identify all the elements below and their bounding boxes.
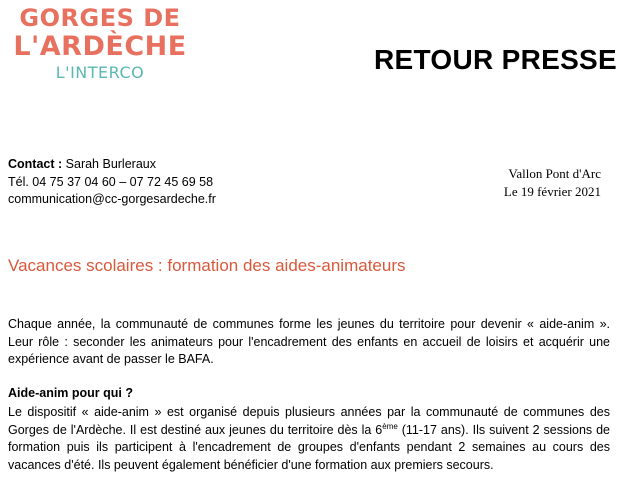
logo-text-line3: L'INTERCO — [55, 63, 145, 82]
intro-paragraph: Chaque année, la communauté de communes forme les jeunes du territoire pour devenir « aide-anim ». Leur rôle : seconder les animateurs pour l'encadrement des enfants en accueil de loisirs et acquérir une expérience avant de passer le BAFA. — [8, 317, 610, 366]
date: Le 19 février 2021 — [503, 183, 601, 199]
section-title: Aide-anim pour qui ? — [8, 386, 133, 400]
place-date-block — [504, 165, 601, 200]
contact-label: Contact : — [8, 157, 63, 171]
document-title: RETOUR PRESSE — [374, 44, 617, 75]
section-paragraph — [8, 404, 610, 474]
contact-phone: Tél. 04 75 37 04 60 – 07 72 45 69 58 — [8, 174, 214, 189]
contact-line — [8, 156, 216, 174]
article-headline: Vacances scolaires : formation des aides-animateurs — [8, 256, 406, 275]
logo-text-line2: L'ARDÈCHE — [13, 31, 187, 62]
contact-block — [8, 156, 216, 209]
contact-email[interactable]: communication@cc-gorgesardeche.fr — [8, 192, 216, 206]
section-text-part1: Le dispositif « aide-anim » est organisé depuis plusieurs années par la communauté de communes des Gorges de l'Ardèche. Il est destiné aux jeunes du territoire dès la 6 — [8, 405, 610, 437]
contact-name: Sarah Burleraux — [65, 157, 156, 171]
logo-text-line1: GORGES DE — [19, 4, 181, 32]
place: Vallon Pont d'Arc — [508, 166, 601, 181]
organization-logo — [10, 4, 190, 84]
section-text-part2: (11-17 ans). Ils suivent 2 sessions de formation puis ils participent à l'encadrement de groupes d'enfants pendant 2 semaines au cours des vacances d'été. Ils peuvent également bénéficier d'une formation aux premiers secours. — [8, 422, 610, 472]
ordinal-superscript: ème — [382, 421, 398, 431]
